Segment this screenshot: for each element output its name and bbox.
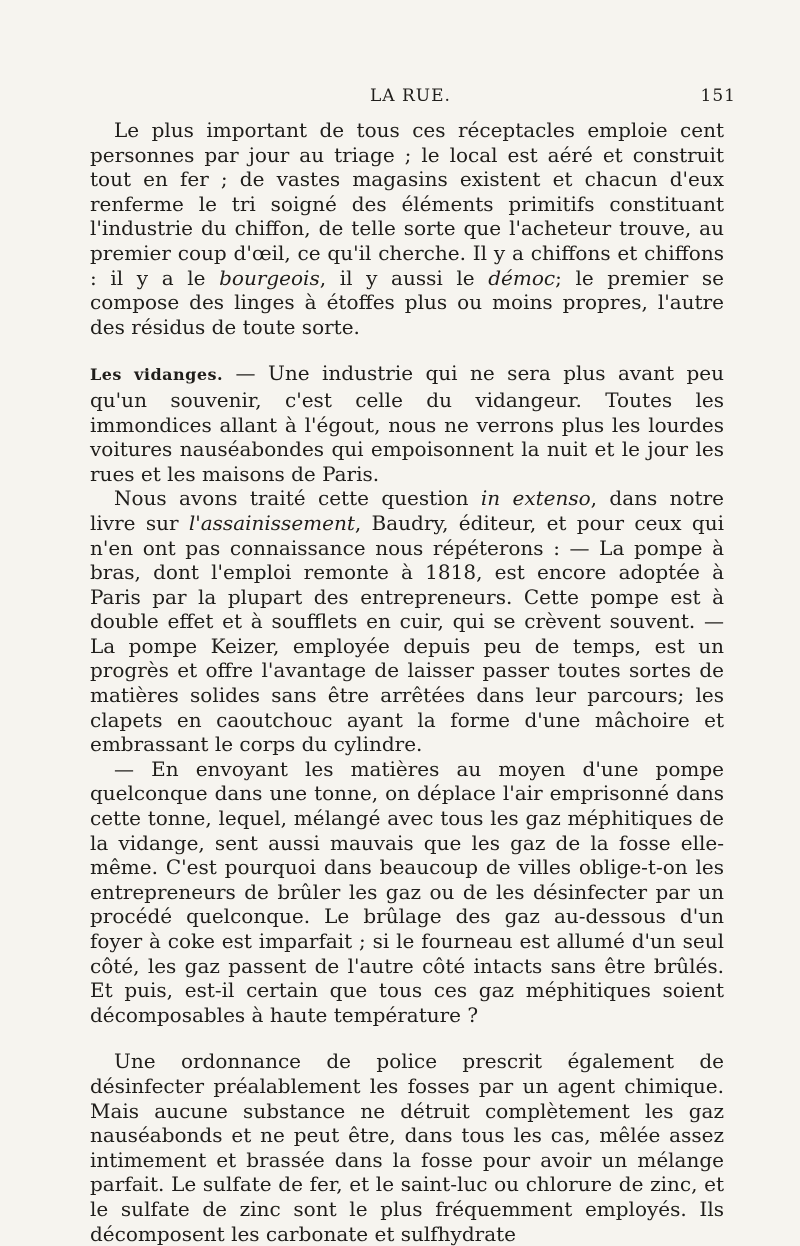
paragraph-1-text-c: ; le premier se compose des linges à étoffes plus ou moins propres, l'autre des résidus de toute sorte.	[90, 265, 724, 339]
paragraph-3-text-a: Nous avons traité cette question	[114, 486, 481, 511]
paragraph-3-italic-in-extenso: in extenso	[480, 486, 591, 511]
paragraph-1	[90, 118, 724, 339]
paragraph-1-italic-bourgeois: bourgeois	[219, 265, 320, 290]
paragraph-1-text-a: Le plus important de tous ces réceptacles emploie cent personnes par jour au triage ; le local est aéré et construit tout en fer ; de vastes magasins existent et chacun d'eux renferme le tri soigné des éléments primitifs constituant l'industrie du chiffon, de telle sorte que l'acheteur trouve, au premier coup d'œil, ce qu'il cherche. Il y a chiffons et chiffons : il y a le	[90, 118, 724, 290]
section-heading-vidanges: Les vidanges.	[90, 365, 224, 385]
paragraph-3-text-c: , Baudry, éditeur, et pour ceux qui n'en ont pas connaissance nous répéterons : — La pompe à bras, dont l'emploi remonte à 1818, est encore adoptée à Paris par la plupart des entrepreneurs. Cette pompe est à double effet et à soufflets en cuir, qui se crèvent souvent. — La pompe Keizer, employée depuis peu de temps, est un progrès et offre l'avantage de laisser passer toutes sortes de matières solides sans être arrêtées dans leur parcours; les clapets en caoutchouc ayant la forme d'une mâchoire et embrassant le corps du cylindre.	[90, 510, 724, 757]
page-number: 151	[700, 86, 736, 106]
paragraph-3-text-b: , dans notre livre sur	[90, 486, 724, 535]
running-title: LA RUE.	[370, 86, 451, 106]
body-text	[90, 118, 724, 1246]
paragraph-3-italic-assainissement: l'assainissement	[188, 510, 355, 535]
running-header	[90, 86, 736, 108]
paragraph-1-italic-democ: démoc	[488, 265, 556, 290]
paragraph-2-text: — Une industrie qui ne sera plus avant peu qu'un souvenir, c'est celle du vidangeur. Toutes les immondices allant à l'égout, nous ne verrons plus les lourdes voitures nauséabondes qui empoisonnent la nuit et le jour les rues et les maisons de Paris.	[90, 361, 725, 486]
paragraph-2	[90, 361, 724, 486]
paragraph-5: Une ordonnance de police prescrit également de désinfecter préalablement les fosses par un agent chimique. Mais aucune substance ne détruit complètement les gaz nauséabonds et ne peut être, dans tous les cas, mêlée assez intimement et brassée dans la fosse pour avoir un mélange parfait. Le sulfate de fer, et le saint-luc ou chlorure de zinc, et le sulfate de zinc sont le plus fréquemment employés. Ils décomposent les carbonate et sulfhydrate	[90, 1049, 724, 1246]
paragraph-4: — En envoyant les matières au moyen d'une pompe quelconque dans une tonne, on déplace l'air emprisonné dans cette tonne, lequel, mélangé avec tous les gaz méphitiques de la vidange, sent aussi mauvais que les gaz de la fosse elle-même. C'est pourquoi dans beaucoup de villes oblige-t-on les entrepreneurs de brûler les gaz ou de les désinfecter par un procédé quelconque. Le brûlage des gaz au-dessous d'un foyer à coke est imparfait ; si le fourneau est allumé d'un seul côté, les gaz passent de l'autre côté intacts sans être brûlés. Et puis, est-il certain que tous ces gaz méphitiques soient décomposables à haute température ?	[90, 756, 724, 1027]
paragraph-1-text-b: , il y aussi le	[319, 265, 489, 290]
paragraph-3	[90, 486, 724, 757]
